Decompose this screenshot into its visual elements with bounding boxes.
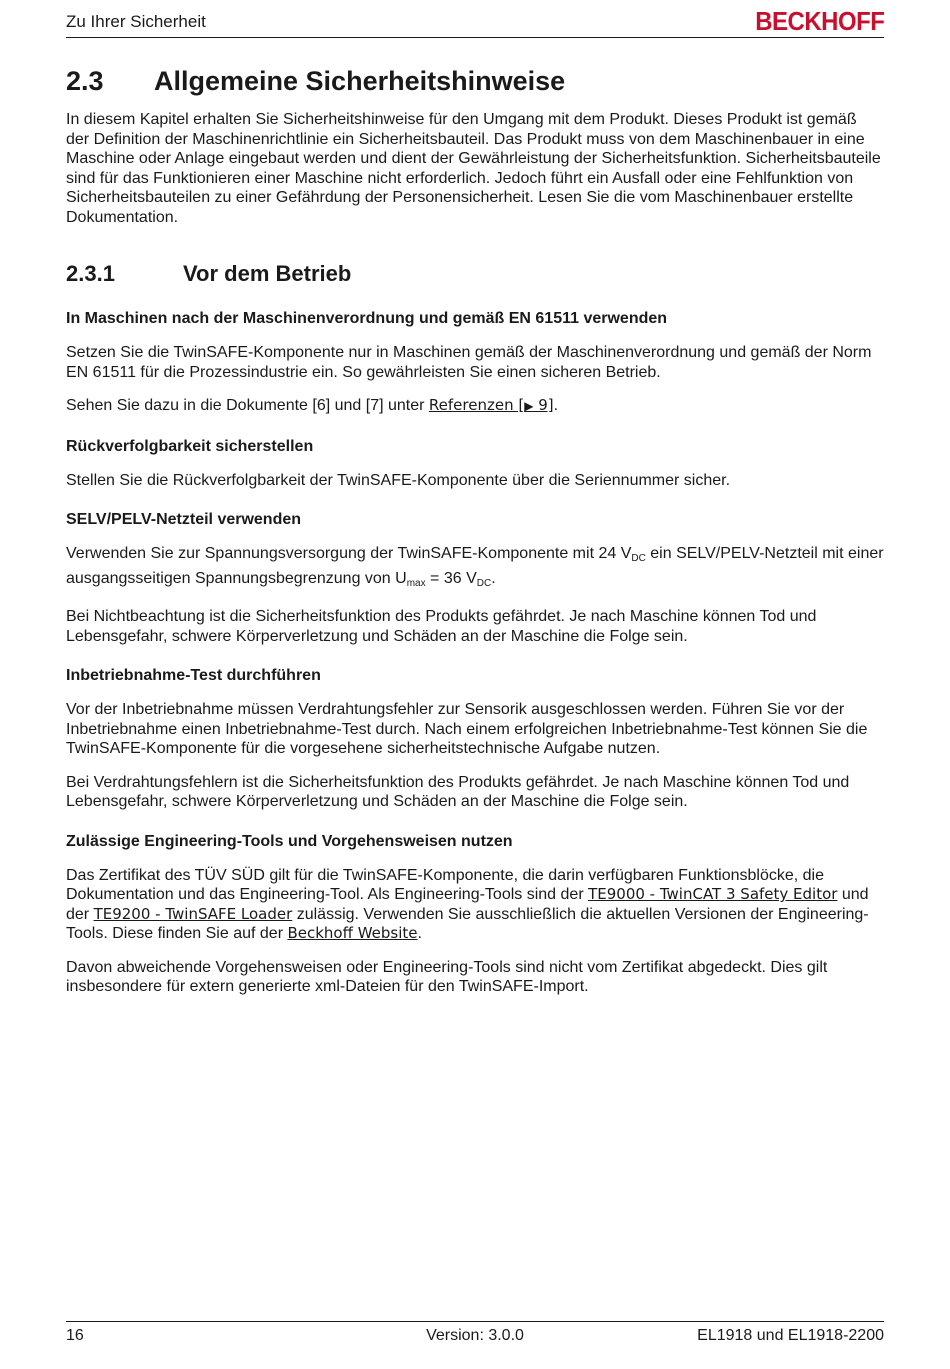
te9200-link[interactable]: TE9200 - TwinSAFE Loader <box>93 904 293 923</box>
selv-sub-dc-2: DC <box>476 577 492 589</box>
references-link[interactable] <box>429 396 554 414</box>
selv-text-d: . <box>491 569 496 587</box>
header-rule <box>66 37 884 38</box>
tools-text-c: zulässig. Verwenden Sie ausschließlich die aktuellen Versionen der Engineering-Tools. Diese finden Sie auf der <box>66 905 869 942</box>
machines-reference-end: . <box>553 397 559 414</box>
references-link-page: 9] <box>533 396 554 414</box>
footer-rule <box>66 1321 884 1322</box>
machines-reference-paragraph <box>66 396 884 417</box>
header-section-title: Zu Ihrer Sicherheit <box>66 12 206 31</box>
commissioning-warning-paragraph: Bei Verdrahtungsfehlern ist die Sicherheitsfunktion des Produkts gefährdet. Je nach Maschine können Tod und Lebensgefahr, schwere Körperverletzung und Schäden an der Maschine die Folge sein. <box>66 773 850 810</box>
selv-text-b: ein SELV/PELV-Netzteil mit einer ausgangsseitigen Spannungsbegrenzung von U <box>66 545 884 587</box>
beckhoff-logo: BECKHOFF <box>754 6 884 36</box>
tools-paragraph <box>66 866 884 944</box>
traceability-heading: Rückverfolgbarkeit sicherstellen <box>66 437 314 455</box>
selv-text-a: Verwenden Sie zur Spannungsversorgung der TwinSAFE-Komponente mit 24 V <box>66 545 632 562</box>
selv-sub-max: max <box>406 577 426 589</box>
tools-heading: Zulässige Engineering-Tools und Vorgehensweisen nutzen <box>66 832 513 850</box>
footer-page-number: 16 <box>66 1327 84 1344</box>
selv-text-c: = 36 V <box>425 569 477 587</box>
page-arrow-icon: ▶ <box>524 399 534 413</box>
traceability-paragraph: Stellen Sie die Rückverfolgbarkeit der TwinSAFE-Komponente über die Seriennummer sicher. <box>66 471 731 489</box>
machines-heading: In Maschinen nach der Maschinenverordnung und gemäß EN 61511 verwenden <box>66 310 668 327</box>
section-number: 2.3 <box>66 66 104 96</box>
selv-heading: SELV/PELV-Netzteil verwenden <box>66 511 302 528</box>
machines-paragraph: Setzen Sie die TwinSAFE-Komponente nur in Maschinen gemäß der Maschinenverordnung und gemäß der Norm EN 61511 für die Prozessindustrie ein. So gewährleisten Sie einen sicheren Betrieb. <box>66 344 872 381</box>
footer-version: Version: 3.0.0 <box>426 1327 524 1344</box>
commissioning-heading: Inbetriebnahme-Test durchführen <box>66 667 321 684</box>
selv-paragraph <box>66 544 884 593</box>
section-title: Allgemeine Sicherheitshinweise <box>154 66 566 96</box>
commissioning-paragraph: Vor der Inbetriebnahme müssen Verdrahtungsfehler zur Sensorik ausgeschlossen werden. Führen Sie vor der Inbetriebnahme einen Inbetriebnahme-Test durch. Nach einem erfolgreichen Inbetriebnahme-Test können Sie die TwinSAFE-Komponente für die vorgesehene sicherheitstechnische Aufgabe nutzen. <box>66 701 868 757</box>
references-link-text: Referenzen [ <box>428 396 525 414</box>
selv-sub-dc: DC <box>631 553 646 564</box>
subsection-title: Vor dem Betrieb <box>183 261 352 286</box>
section-heading <box>66 62 884 100</box>
tools-scope-paragraph: Davon abweichende Vorgehensweisen oder Engineering-Tools sind nicht vom Zertifikat abgedeckt. Dies gilt insbesondere für extern generierte xml-Dateien für den TwinSAFE-Import. <box>66 958 828 995</box>
te9000-link[interactable]: TE9000 - TwinCAT 3 Safety Editor <box>588 885 838 903</box>
machines-reference-text: Sehen Sie dazu in die Dokumente [6] und [7] unter <box>66 397 429 414</box>
beckhoff-website-link[interactable]: Beckhoff Website <box>287 924 418 942</box>
tools-text-d: . <box>417 925 422 942</box>
page-content <box>66 62 884 1011</box>
tools-text-a: Das Zertifikat des TÜV SÜD gilt für die TwinSAFE-Komponente, die darin verfügbaren Funktionsblöcke, die Dokumentation und das Engineering-Tool. Als Engineering-Tools sind der <box>66 866 824 903</box>
footer-product: EL1918 und EL1918-2200 <box>697 1327 884 1344</box>
tools-text-b: und der <box>66 886 869 923</box>
section-intro: In diesem Kapitel erhalten Sie Sicherheitshinweise für den Umgang mit dem Produkt. Dieses Produkt ist gemäß der Definition der Maschinenrichtlinie ein Sicherheitsbauteil. Das Produkt muss von dem Maschinenbauer in eine Maschine oder Anlage eingebaut werden und dient der Gewährleistung der Sicherheitsfunktion. Sicherheitsbauteile sind für das Funktionieren einer Maschine nicht erforderlich. Jedoch führt ein Ausfall oder eine Fehlfunktion von Sicherheitsbauteilen zu einer Gefährdung der Personensicherheit. Lesen Sie die vom Maschinenbauer erstellte Dokumentation. <box>66 111 881 226</box>
subsection-heading <box>66 259 884 289</box>
selv-warning-paragraph: Bei Nichtbeachtung ist die Sicherheitsfunktion des Produkts gefährdet. Je nach Maschine können Tod und Lebensgefahr, schwere Körperverletzung und Schäden an der Maschine die Folge sein. <box>66 608 817 645</box>
subsection-number: 2.3.1 <box>66 261 115 286</box>
